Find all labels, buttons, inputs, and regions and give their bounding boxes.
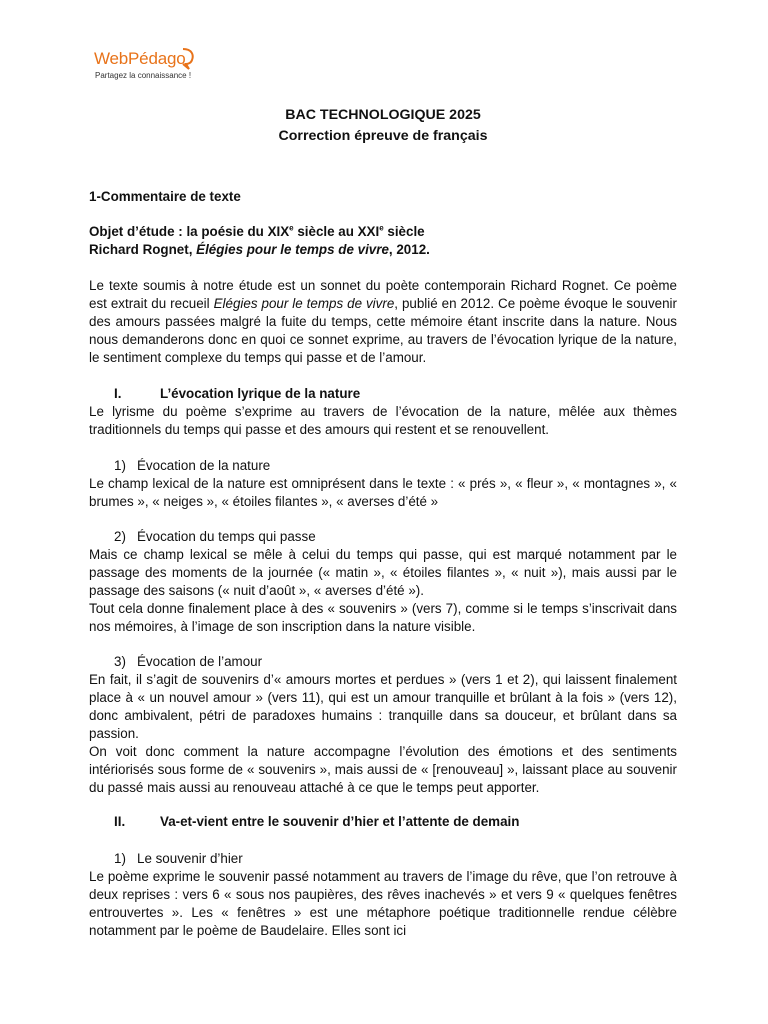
part1-text: Le lyrisme du poème s’exprime au travers de l’évocation de la nature, mêlée aux thèmes traditionnels du temps qui passe et des amours qui restent et se renouvellent. [89, 404, 677, 437]
intro-paragraph: Le texte soumis à notre étude est un sonnet du poète contemporain Richard Rognet. Ce poème est extrait du recueil Elégies pour le temps de vivre, publié en 2012. Ce poème évoque le souvenir des amours passées malgré la fuite du temps, cette mémoire étant inscrite dans la nature. Nous nous demanderons donc en quoi ce sonnet exprime, au travers de l’évocation lyrique de la nature, le sentiment complexe du temps qui passe et de l’amour. [89, 278, 677, 365]
part2-sub1-heading: 1) Le souvenir d’hier [114, 851, 243, 866]
document-subtitle: Correction épreuve de français [278, 128, 488, 144]
part1-heading [89, 385, 677, 403]
speech-bubble-icon [180, 47, 196, 71]
part1-sub2-text2: Tout cela donne finalement place à des « souvenirs » (vers 7), comme si le temps s’inscrivait dans nos mémoires, à l’image de son inscription dans la nature visible. [89, 601, 677, 634]
part1-title: L’évocation lyrique de la nature [160, 386, 361, 401]
part1-sub2-heading: 2) Évocation du temps qui passe [114, 529, 316, 544]
part1-sub3-heading: 3) Évocation de l’amour [114, 654, 263, 669]
part1-sub1-text: Le champ lexical de la nature est omniprésent dans le texte : « prés », « fleur », « montagnes », « brumes », « neiges », « étoiles filantes », « averses d’été » [89, 476, 677, 509]
logo-name: WebPédago [94, 49, 186, 68]
webpedago-logo [94, 47, 204, 87]
part2-number: II. [114, 814, 126, 829]
author-work: Richard Rognet, Élégies pour le temps de vivre, 2012. [89, 242, 430, 257]
part1-sub1-heading: 1) Évocation de la nature [114, 458, 271, 473]
part2-title: Va-et-vient entre le souvenir d’hier et l’attente de demain [160, 814, 520, 829]
part1-number: I. [114, 386, 122, 401]
document-title: BAC TECHNOLOGIQUE 2025 [285, 107, 481, 123]
part1-sub2-text: Mais ce champ lexical se mêle à celui du temps qui passe, qui est marqué notamment par le passage des moments de la journée (« matin », « étoiles filantes », « nuit »), mais aussi par le passage des saisons (« nuit d’août », « averses d’été »). [89, 547, 677, 598]
logo-tagline: Partagez la connaissance ! [95, 71, 192, 80]
part1-sub3-text: En fait, il s’agit de souvenirs d’« amours mortes et perdues » (vers 1 et 2), qui laissent finalement place à « un nouvel amour » (vers 11), qui est un amour tranquille et brûlant à la fois » (vers 12), donc ambivalent, pétri de paradoxes humains : tranquille dans sa douceur, et brûlant dans sa passion. [89, 672, 677, 741]
section-heading: 1-Commentaire de texte [89, 189, 241, 204]
part2-sub1-text: Le poème exprime le souvenir passé notamment au travers de l’image du rêve, que l’on retrouve à deux reprises : vers 6 « sous nos paupières, des rêves inachevés » et vers 9 « quelques fenêtres entrouvertes ». Les « fenêtres » est une métaphore poétique traditionnelle rendue célèbre notamment par le poème de Baudelaire. Elles sont ici [89, 869, 677, 938]
objet-etude: Objet d’étude : la poésie du XIXe siècle au XXIe siècle [89, 223, 425, 239]
part2-heading [89, 813, 677, 831]
part1-sub3-text2: On voit donc comment la nature accompagne l’évolution des émotions et des sentiments intériorisés sous forme de « souvenirs », mais aussi de « [renouveau] », laissant place au souvenir du passé mais aussi au renouveau attaché à ce que le temps peut apporter. [89, 744, 677, 795]
